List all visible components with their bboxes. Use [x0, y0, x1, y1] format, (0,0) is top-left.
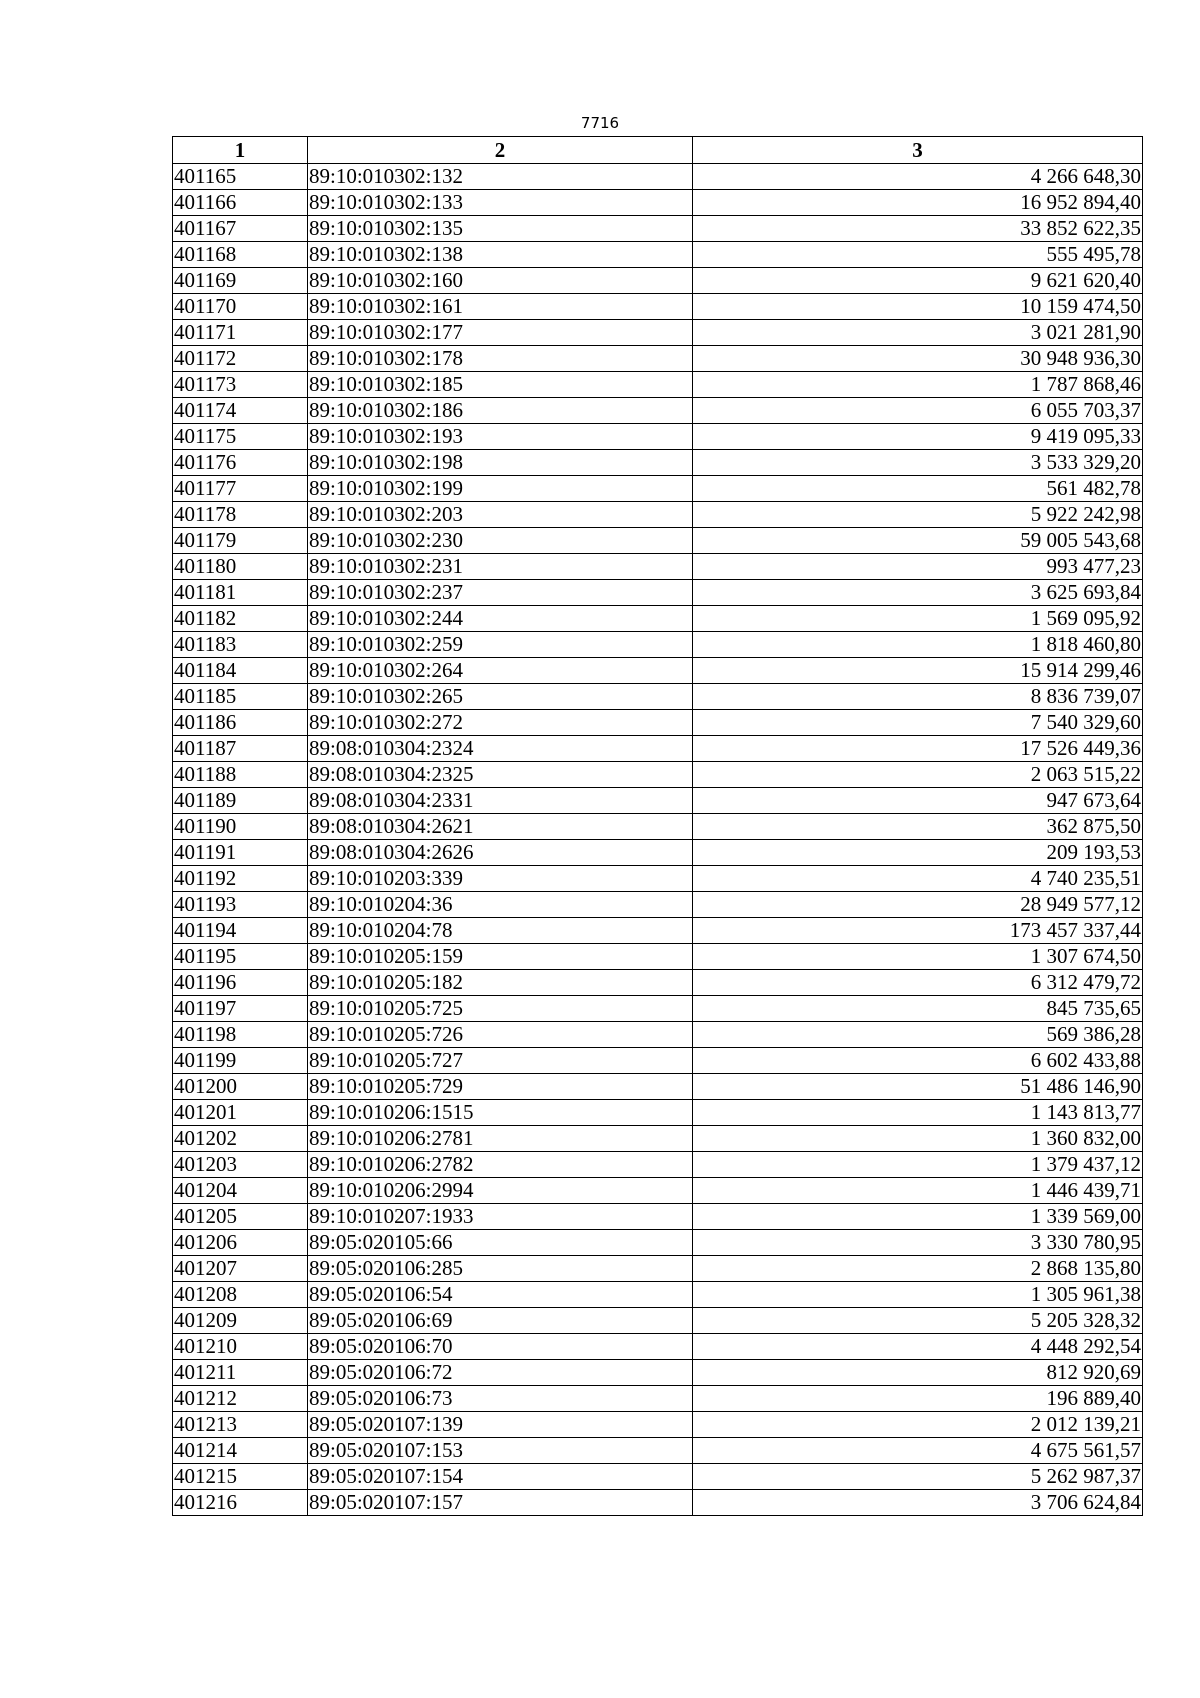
table-row [173, 1178, 1143, 1204]
table-row [173, 320, 1143, 346]
row-number-cell: 401195 [173, 944, 308, 970]
value-cell: 5 922 242,98 [693, 502, 1143, 528]
cadastral-number-cell: 89:10:010206:1515 [308, 1100, 693, 1126]
row-number-cell: 401175 [173, 424, 308, 450]
row-number-cell: 401208 [173, 1282, 308, 1308]
row-number-cell: 401187 [173, 736, 308, 762]
cadastral-number-cell: 89:05:020107:153 [308, 1438, 693, 1464]
value-cell: 1 787 868,46 [693, 372, 1143, 398]
value-cell: 16 952 894,40 [693, 190, 1143, 216]
value-cell: 196 889,40 [693, 1386, 1143, 1412]
value-cell: 6 312 479,72 [693, 970, 1143, 996]
table-row [173, 424, 1143, 450]
cadastral-number-cell: 89:10:010204:36 [308, 892, 693, 918]
row-number-cell: 401184 [173, 658, 308, 684]
table-row [173, 1412, 1143, 1438]
cadastral-number-cell: 89:10:010205:726 [308, 1022, 693, 1048]
value-cell: 9 419 095,33 [693, 424, 1143, 450]
row-number-cell: 401168 [173, 242, 308, 268]
table-row [173, 242, 1143, 268]
value-cell: 1 360 832,00 [693, 1126, 1143, 1152]
table-row [173, 1464, 1143, 1490]
table-row [173, 1386, 1143, 1412]
cadastral-number-cell: 89:10:010302:186 [308, 398, 693, 424]
row-number-cell: 401200 [173, 1074, 308, 1100]
table-row [173, 346, 1143, 372]
value-cell: 4 740 235,51 [693, 866, 1143, 892]
cadastral-number-cell: 89:10:010302:230 [308, 528, 693, 554]
cadastral-number-cell: 89:05:020107:154 [308, 1464, 693, 1490]
table-row [173, 1100, 1143, 1126]
row-number-cell: 401177 [173, 476, 308, 502]
table-row [173, 788, 1143, 814]
value-cell: 4 675 561,57 [693, 1438, 1143, 1464]
value-cell: 1 818 460,80 [693, 632, 1143, 658]
row-number-cell: 401194 [173, 918, 308, 944]
cadastral-number-cell: 89:10:010206:2781 [308, 1126, 693, 1152]
cadastral-number-cell: 89:10:010302:138 [308, 242, 693, 268]
row-number-cell: 401213 [173, 1412, 308, 1438]
cadastral-number-cell: 89:10:010302:185 [308, 372, 693, 398]
row-number-cell: 401216 [173, 1490, 308, 1516]
cadastral-number-cell: 89:10:010302:178 [308, 346, 693, 372]
cadastral-number-cell: 89:10:010302:237 [308, 580, 693, 606]
page-number: 7716 [580, 114, 620, 132]
value-cell: 28 949 577,12 [693, 892, 1143, 918]
table-body [173, 164, 1143, 1516]
table-row [173, 762, 1143, 788]
row-number-cell: 401188 [173, 762, 308, 788]
table-row [173, 190, 1143, 216]
row-number-cell: 401215 [173, 1464, 308, 1490]
value-cell: 3 625 693,84 [693, 580, 1143, 606]
row-number-cell: 401207 [173, 1256, 308, 1282]
row-number-cell: 401171 [173, 320, 308, 346]
cadastral-number-cell: 89:10:010302:199 [308, 476, 693, 502]
row-number-cell: 401191 [173, 840, 308, 866]
value-cell: 2 063 515,22 [693, 762, 1143, 788]
row-number-cell: 401198 [173, 1022, 308, 1048]
table-row [173, 1230, 1143, 1256]
table-row [173, 684, 1143, 710]
table-row [173, 268, 1143, 294]
cadastral-number-cell: 89:10:010302:231 [308, 554, 693, 580]
row-number-cell: 401180 [173, 554, 308, 580]
cadastral-number-cell: 89:10:010302:203 [308, 502, 693, 528]
table-row [173, 944, 1143, 970]
row-number-cell: 401185 [173, 684, 308, 710]
value-cell: 1 379 437,12 [693, 1152, 1143, 1178]
registry-table [172, 136, 1143, 1516]
value-cell: 4 448 292,54 [693, 1334, 1143, 1360]
value-cell: 1 569 095,92 [693, 606, 1143, 632]
row-number-cell: 401206 [173, 1230, 308, 1256]
row-number-cell: 401170 [173, 294, 308, 320]
table-row [173, 606, 1143, 632]
table-row [173, 658, 1143, 684]
table-row [173, 892, 1143, 918]
table-row [173, 1048, 1143, 1074]
cadastral-number-cell: 89:05:020106:54 [308, 1282, 693, 1308]
table-row [173, 164, 1143, 190]
cadastral-number-cell: 89:05:020106:70 [308, 1334, 693, 1360]
table-row [173, 1438, 1143, 1464]
value-cell: 10 159 474,50 [693, 294, 1143, 320]
value-cell: 1 339 569,00 [693, 1204, 1143, 1230]
value-cell: 2 012 139,21 [693, 1412, 1143, 1438]
column-header-3: 3 [693, 137, 1143, 164]
cadastral-number-cell: 89:08:010304:2331 [308, 788, 693, 814]
cadastral-number-cell: 89:10:010302:160 [308, 268, 693, 294]
table-row [173, 814, 1143, 840]
row-number-cell: 401205 [173, 1204, 308, 1230]
row-number-cell: 401174 [173, 398, 308, 424]
cadastral-number-cell: 89:10:010205:729 [308, 1074, 693, 1100]
cadastral-number-cell: 89:10:010302:259 [308, 632, 693, 658]
cadastral-number-cell: 89:05:020106:69 [308, 1308, 693, 1334]
table-row [173, 736, 1143, 762]
row-number-cell: 401204 [173, 1178, 308, 1204]
row-number-cell: 401203 [173, 1152, 308, 1178]
cadastral-number-cell: 89:08:010304:2621 [308, 814, 693, 840]
row-number-cell: 401179 [173, 528, 308, 554]
table-row [173, 866, 1143, 892]
value-cell: 6 055 703,37 [693, 398, 1143, 424]
row-number-cell: 401172 [173, 346, 308, 372]
table-row [173, 710, 1143, 736]
table-row [173, 580, 1143, 606]
table-row [173, 450, 1143, 476]
value-cell: 3 330 780,95 [693, 1230, 1143, 1256]
cadastral-number-cell: 89:08:010304:2325 [308, 762, 693, 788]
row-number-cell: 401165 [173, 164, 308, 190]
row-number-cell: 401193 [173, 892, 308, 918]
cadastral-number-cell: 89:10:010302:193 [308, 424, 693, 450]
row-number-cell: 401199 [173, 1048, 308, 1074]
table-row [173, 398, 1143, 424]
row-number-cell: 401182 [173, 606, 308, 632]
table-header [173, 137, 1143, 164]
table-row [173, 1126, 1143, 1152]
table-row [173, 476, 1143, 502]
cadastral-number-cell: 89:10:010206:2994 [308, 1178, 693, 1204]
cadastral-number-cell: 89:10:010302:161 [308, 294, 693, 320]
cadastral-number-cell: 89:05:020106:73 [308, 1386, 693, 1412]
cadastral-number-cell: 89:10:010203:339 [308, 866, 693, 892]
table-row [173, 996, 1143, 1022]
value-cell: 4 266 648,30 [693, 164, 1143, 190]
value-cell: 15 914 299,46 [693, 658, 1143, 684]
row-number-cell: 401196 [173, 970, 308, 996]
cadastral-number-cell: 89:05:020106:285 [308, 1256, 693, 1282]
value-cell: 5 205 328,32 [693, 1308, 1143, 1334]
header-row [173, 137, 1143, 164]
value-cell: 362 875,50 [693, 814, 1143, 840]
cadastral-number-cell: 89:10:010302:198 [308, 450, 693, 476]
cadastral-number-cell: 89:10:010205:159 [308, 944, 693, 970]
table-row [173, 1360, 1143, 1386]
cadastral-number-cell: 89:05:020106:72 [308, 1360, 693, 1386]
value-cell: 1 143 813,77 [693, 1100, 1143, 1126]
table-row [173, 372, 1143, 398]
table-row [173, 1334, 1143, 1360]
table-row [173, 1152, 1143, 1178]
value-cell: 845 735,65 [693, 996, 1143, 1022]
value-cell: 173 457 337,44 [693, 918, 1143, 944]
row-number-cell: 401186 [173, 710, 308, 736]
value-cell: 8 836 739,07 [693, 684, 1143, 710]
cadastral-number-cell: 89:10:010302:177 [308, 320, 693, 346]
row-number-cell: 401176 [173, 450, 308, 476]
table-row [173, 1022, 1143, 1048]
value-cell: 3 706 624,84 [693, 1490, 1143, 1516]
cadastral-number-cell: 89:05:020107:139 [308, 1412, 693, 1438]
row-number-cell: 401189 [173, 788, 308, 814]
value-cell: 993 477,23 [693, 554, 1143, 580]
value-cell: 59 005 543,68 [693, 528, 1143, 554]
value-cell: 5 262 987,37 [693, 1464, 1143, 1490]
table-row [173, 1074, 1143, 1100]
row-number-cell: 401178 [173, 502, 308, 528]
table-row [173, 528, 1143, 554]
row-number-cell: 401209 [173, 1308, 308, 1334]
value-cell: 30 948 936,30 [693, 346, 1143, 372]
value-cell: 209 193,53 [693, 840, 1143, 866]
row-number-cell: 401201 [173, 1100, 308, 1126]
row-number-cell: 401212 [173, 1386, 308, 1412]
row-number-cell: 401192 [173, 866, 308, 892]
cadastral-number-cell: 89:10:010302:135 [308, 216, 693, 242]
table-row [173, 502, 1143, 528]
value-cell: 812 920,69 [693, 1360, 1143, 1386]
column-header-2: 2 [308, 137, 693, 164]
row-number-cell: 401183 [173, 632, 308, 658]
value-cell: 9 621 620,40 [693, 268, 1143, 294]
value-cell: 17 526 449,36 [693, 736, 1143, 762]
value-cell: 1 305 961,38 [693, 1282, 1143, 1308]
table-row [173, 1308, 1143, 1334]
value-cell: 3 533 329,20 [693, 450, 1143, 476]
table-row [173, 554, 1143, 580]
row-number-cell: 401197 [173, 996, 308, 1022]
value-cell: 6 602 433,88 [693, 1048, 1143, 1074]
cadastral-number-cell: 89:10:010302:272 [308, 710, 693, 736]
table-row [173, 294, 1143, 320]
cadastral-number-cell: 89:10:010205:727 [308, 1048, 693, 1074]
cadastral-number-cell: 89:10:010302:265 [308, 684, 693, 710]
value-cell: 3 021 281,90 [693, 320, 1143, 346]
value-cell: 7 540 329,60 [693, 710, 1143, 736]
row-number-cell: 401211 [173, 1360, 308, 1386]
table-row [173, 216, 1143, 242]
column-header-1: 1 [173, 137, 308, 164]
table-row [173, 970, 1143, 996]
table-row [173, 840, 1143, 866]
cadastral-number-cell: 89:08:010304:2324 [308, 736, 693, 762]
row-number-cell: 401173 [173, 372, 308, 398]
table-row [173, 1256, 1143, 1282]
row-number-cell: 401202 [173, 1126, 308, 1152]
cadastral-number-cell: 89:05:020107:157 [308, 1490, 693, 1516]
cadastral-number-cell: 89:05:020105:66 [308, 1230, 693, 1256]
row-number-cell: 401214 [173, 1438, 308, 1464]
value-cell: 569 386,28 [693, 1022, 1143, 1048]
cadastral-number-cell: 89:08:010304:2626 [308, 840, 693, 866]
value-cell: 555 495,78 [693, 242, 1143, 268]
table-row [173, 918, 1143, 944]
value-cell: 2 868 135,80 [693, 1256, 1143, 1282]
value-cell: 947 673,64 [693, 788, 1143, 814]
cadastral-number-cell: 89:10:010205:182 [308, 970, 693, 996]
table-row [173, 632, 1143, 658]
cadastral-number-cell: 89:10:010207:1933 [308, 1204, 693, 1230]
cadastral-number-cell: 89:10:010302:132 [308, 164, 693, 190]
row-number-cell: 401166 [173, 190, 308, 216]
cadastral-number-cell: 89:10:010205:725 [308, 996, 693, 1022]
row-number-cell: 401210 [173, 1334, 308, 1360]
cadastral-number-cell: 89:10:010302:133 [308, 190, 693, 216]
value-cell: 1 446 439,71 [693, 1178, 1143, 1204]
table-row [173, 1282, 1143, 1308]
value-cell: 561 482,78 [693, 476, 1143, 502]
row-number-cell: 401181 [173, 580, 308, 606]
cadastral-number-cell: 89:10:010302:264 [308, 658, 693, 684]
cadastral-number-cell: 89:10:010302:244 [308, 606, 693, 632]
row-number-cell: 401190 [173, 814, 308, 840]
cadastral-number-cell: 89:10:010204:78 [308, 918, 693, 944]
value-cell: 51 486 146,90 [693, 1074, 1143, 1100]
cadastral-number-cell: 89:10:010206:2782 [308, 1152, 693, 1178]
row-number-cell: 401167 [173, 216, 308, 242]
table-row [173, 1490, 1143, 1516]
value-cell: 1 307 674,50 [693, 944, 1143, 970]
value-cell: 33 852 622,35 [693, 216, 1143, 242]
table-row [173, 1204, 1143, 1230]
row-number-cell: 401169 [173, 268, 308, 294]
